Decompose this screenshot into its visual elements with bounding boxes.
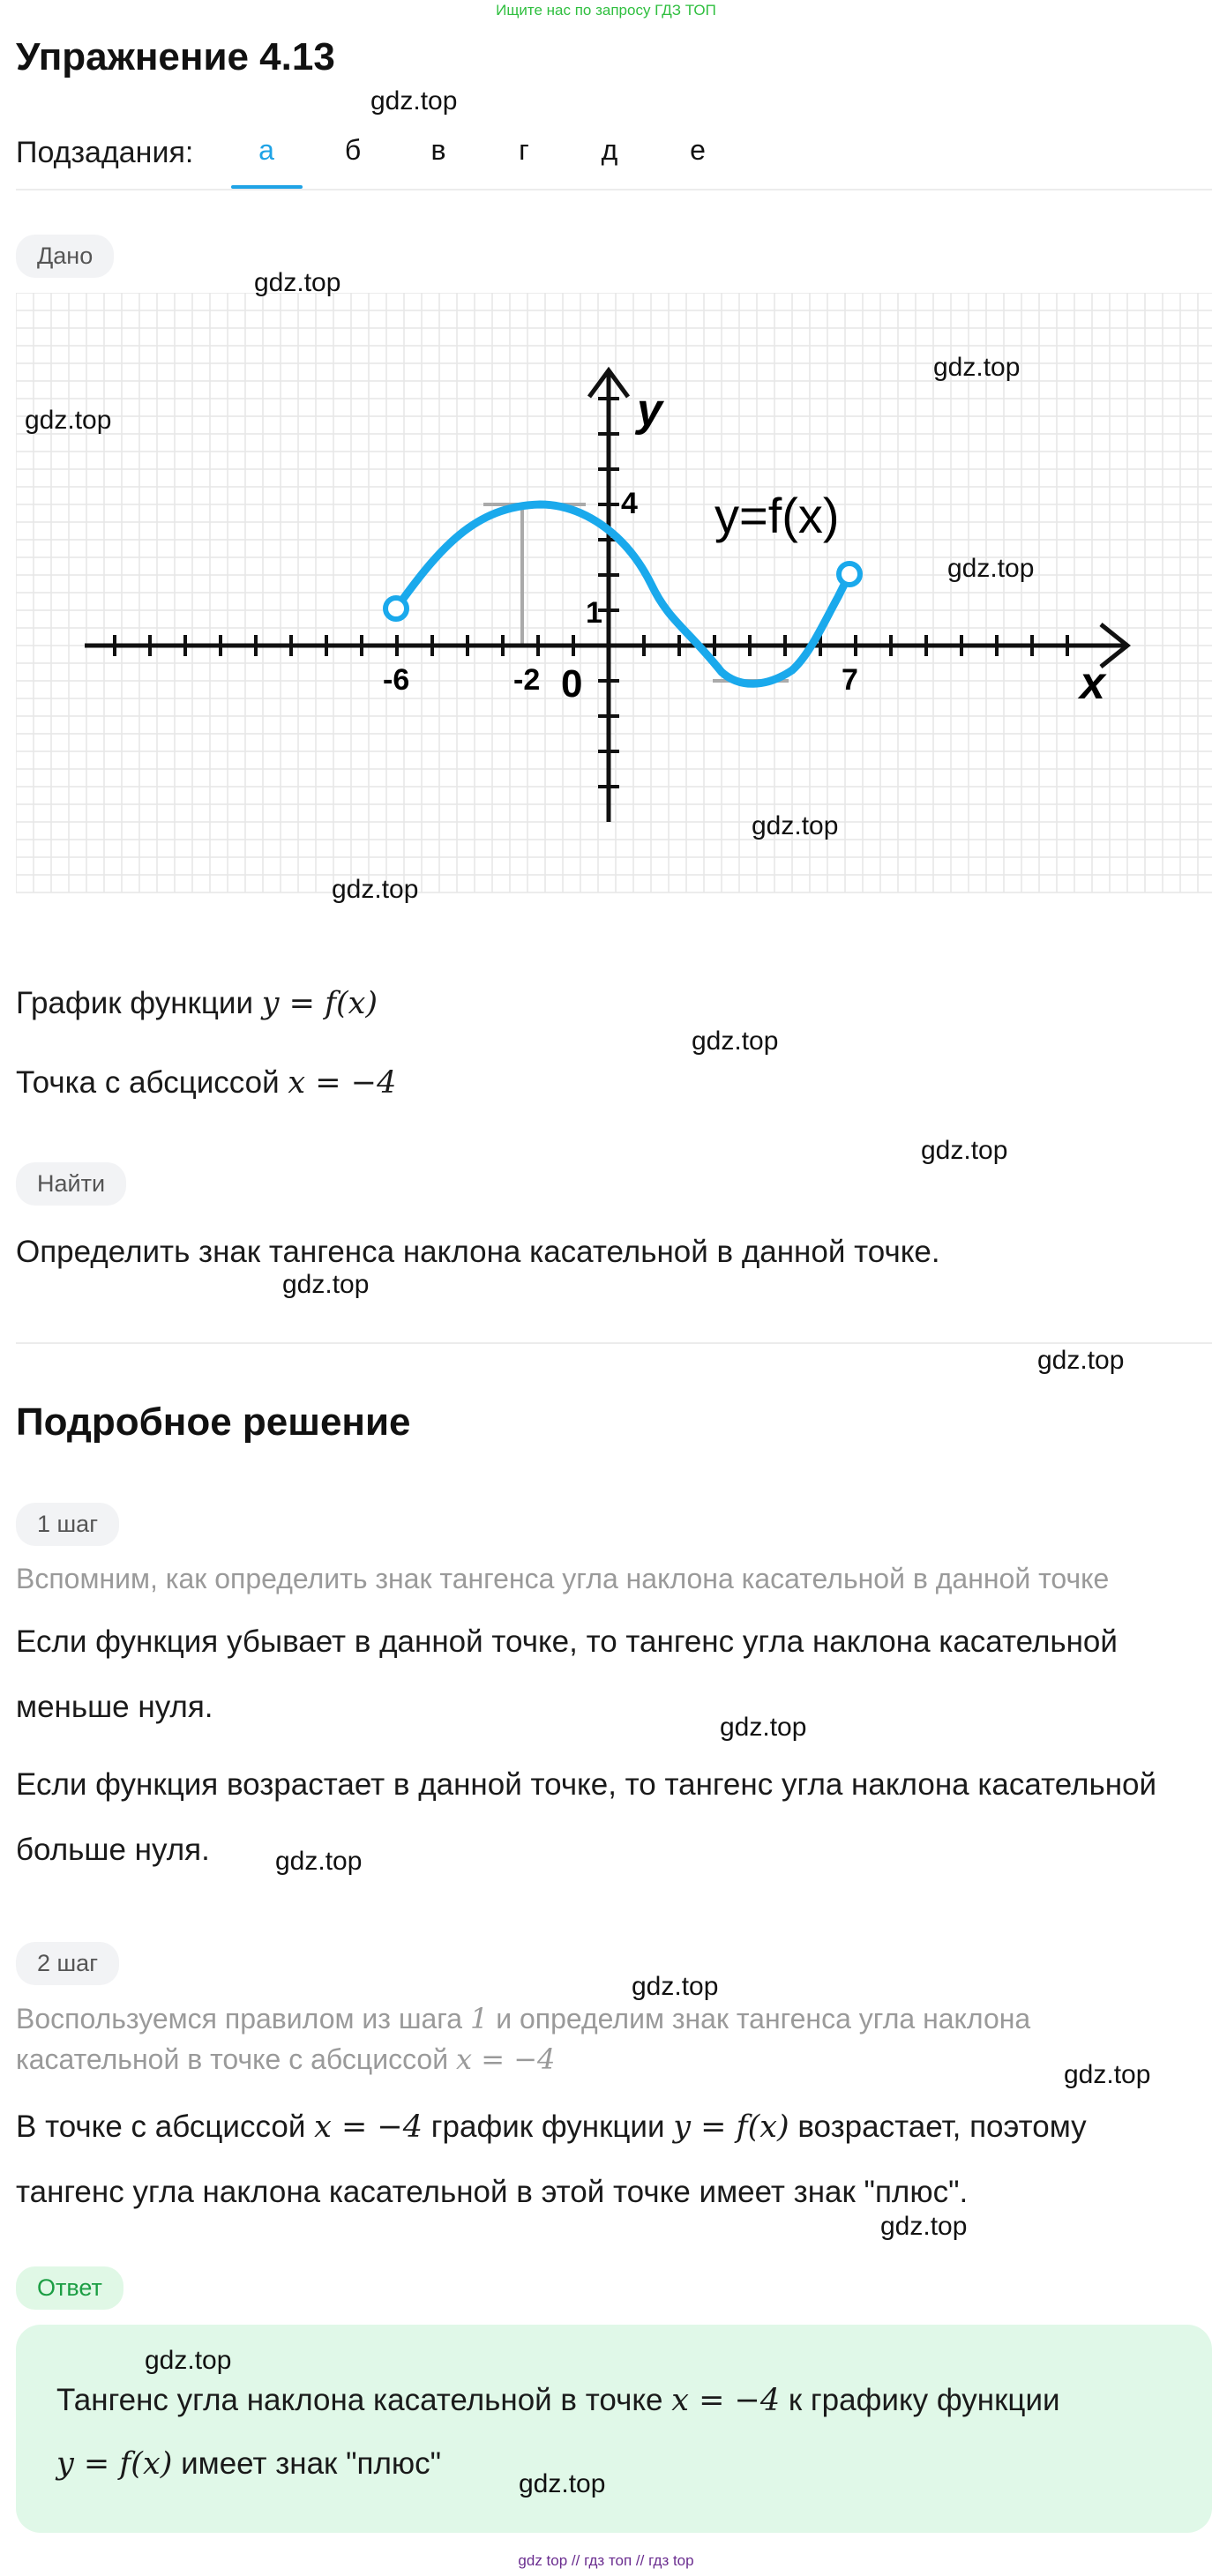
- tick-label-origin: 0: [561, 662, 583, 706]
- step1-badge: [16, 1503, 119, 1546]
- step1-hint: Вспомним, как определить знак тангенса угла наклона касательной в данной точке: [16, 1563, 1110, 1594]
- tick-label-neg2: -2: [513, 663, 541, 697]
- step1-p1-line1: Если функция убывает в данной точке, то тангенс угла наклона касательной: [16, 1624, 1118, 1659]
- math-point: x = −4: [288, 1065, 397, 1101]
- x-axis-label: x: [1080, 658, 1105, 709]
- tick-label-y1: 1: [586, 596, 602, 630]
- watermark: gdz.top: [752, 811, 839, 840]
- step1-p2-line2: больше нуля.: [16, 1833, 210, 1867]
- watermark: gdz.top: [254, 268, 341, 297]
- tick-label-7: 7: [842, 663, 858, 697]
- watermark: gdz.top: [692, 1027, 779, 1056]
- tick-label-neg6: -6: [383, 663, 410, 697]
- find-text: Определить знак тангенса наклона касательной в данной точке.: [16, 1235, 940, 1269]
- grid: [16, 293, 1212, 892]
- answer-label: Ответ: [16, 2266, 123, 2310]
- find-label: Найти: [16, 1162, 126, 1206]
- watermark: gdz.top: [720, 1713, 807, 1742]
- watermark: gdz.top: [933, 353, 1021, 382]
- step1-p1-line2: меньше нуля.: [16, 1690, 213, 1724]
- watermark: gdz.top: [632, 1972, 719, 2001]
- top-note: Ищите нас по запросу ГДЗ ТОП: [496, 2, 716, 19]
- step2-label: 2 шаг: [16, 1942, 119, 1985]
- given-badge: [16, 235, 114, 278]
- step2-badge: [16, 1942, 119, 1985]
- step2-hint-line1: Воспользуемся правилом из шага 1 и определим знак тангенса угла наклона: [16, 2002, 1031, 2035]
- watermark: gdz.top: [880, 2212, 968, 2241]
- curve-endpoint-left: [385, 598, 407, 619]
- tab-e[interactable]: е: [690, 134, 706, 166]
- footer: gdz top // гдз топ // гдз top: [518, 2552, 694, 2569]
- answer-line2: y = f(x) имеет знак "плюс": [56, 2446, 442, 2482]
- watermark: gdz.top: [370, 86, 458, 116]
- divider: [16, 189, 1212, 190]
- curve-endpoint-right: [839, 564, 860, 585]
- watermark: gdz.top: [1037, 1346, 1125, 1375]
- given-label: Дано: [16, 235, 114, 278]
- watermark: gdz.top: [275, 1847, 363, 1876]
- watermark: gdz.top: [1064, 2060, 1151, 2089]
- page-title: Упражнение 4.13: [16, 35, 335, 78]
- tab-b[interactable]: б: [344, 134, 362, 166]
- function-label: y=f(x): [714, 488, 840, 543]
- solution-heading: Подробное решение: [16, 1400, 411, 1444]
- watermark: gdz.top: [332, 875, 419, 904]
- tick-label-y4: 4: [621, 487, 638, 520]
- tab-g[interactable]: г: [519, 134, 529, 166]
- step2-text-line1: В точке с абсциссой x = −4 график функции y = f(x) возрастает, поэтому: [16, 2109, 1087, 2145]
- divider: [16, 1342, 1212, 1344]
- watermark: gdz.top: [282, 1270, 370, 1299]
- step1-label: 1 шаг: [16, 1503, 119, 1546]
- given-line-function: График функции y = f(x): [16, 986, 378, 1021]
- watermark: gdz.top: [921, 1136, 1008, 1165]
- tab-d[interactable]: д: [601, 134, 618, 166]
- y-axis-label: y: [637, 385, 662, 436]
- subtasks-label: Подзадания:: [16, 136, 194, 169]
- math-function: y = f(x): [261, 986, 378, 1021]
- step1-p2-line1: Если функция возрастает в данной точке, то тангенс угла наклона касательной: [16, 1767, 1157, 1802]
- watermark: gdz.top: [947, 554, 1035, 583]
- step2-text-line2: тангенс угла наклона касательной в этой точке имеет знак "плюс".: [16, 2175, 969, 2209]
- answer-badge: [16, 2266, 123, 2310]
- function-graph: [16, 293, 1212, 901]
- tab-v[interactable]: в: [430, 134, 446, 166]
- watermark: gdz.top: [145, 2346, 232, 2375]
- step2-hint-line2: касательной в точке с абсциссой x = −4: [16, 2042, 556, 2076]
- answer-line1: Тангенс угла наклона касательной в точке x = −4 к графику функции: [56, 2383, 1060, 2418]
- given-line-point: Точка с абсциссой x = −4: [16, 1065, 397, 1101]
- watermark: gdz.top: [519, 2469, 606, 2498]
- tab-a[interactable]: а: [258, 134, 274, 166]
- watermark: gdz.top: [25, 406, 112, 435]
- find-badge: [16, 1162, 126, 1206]
